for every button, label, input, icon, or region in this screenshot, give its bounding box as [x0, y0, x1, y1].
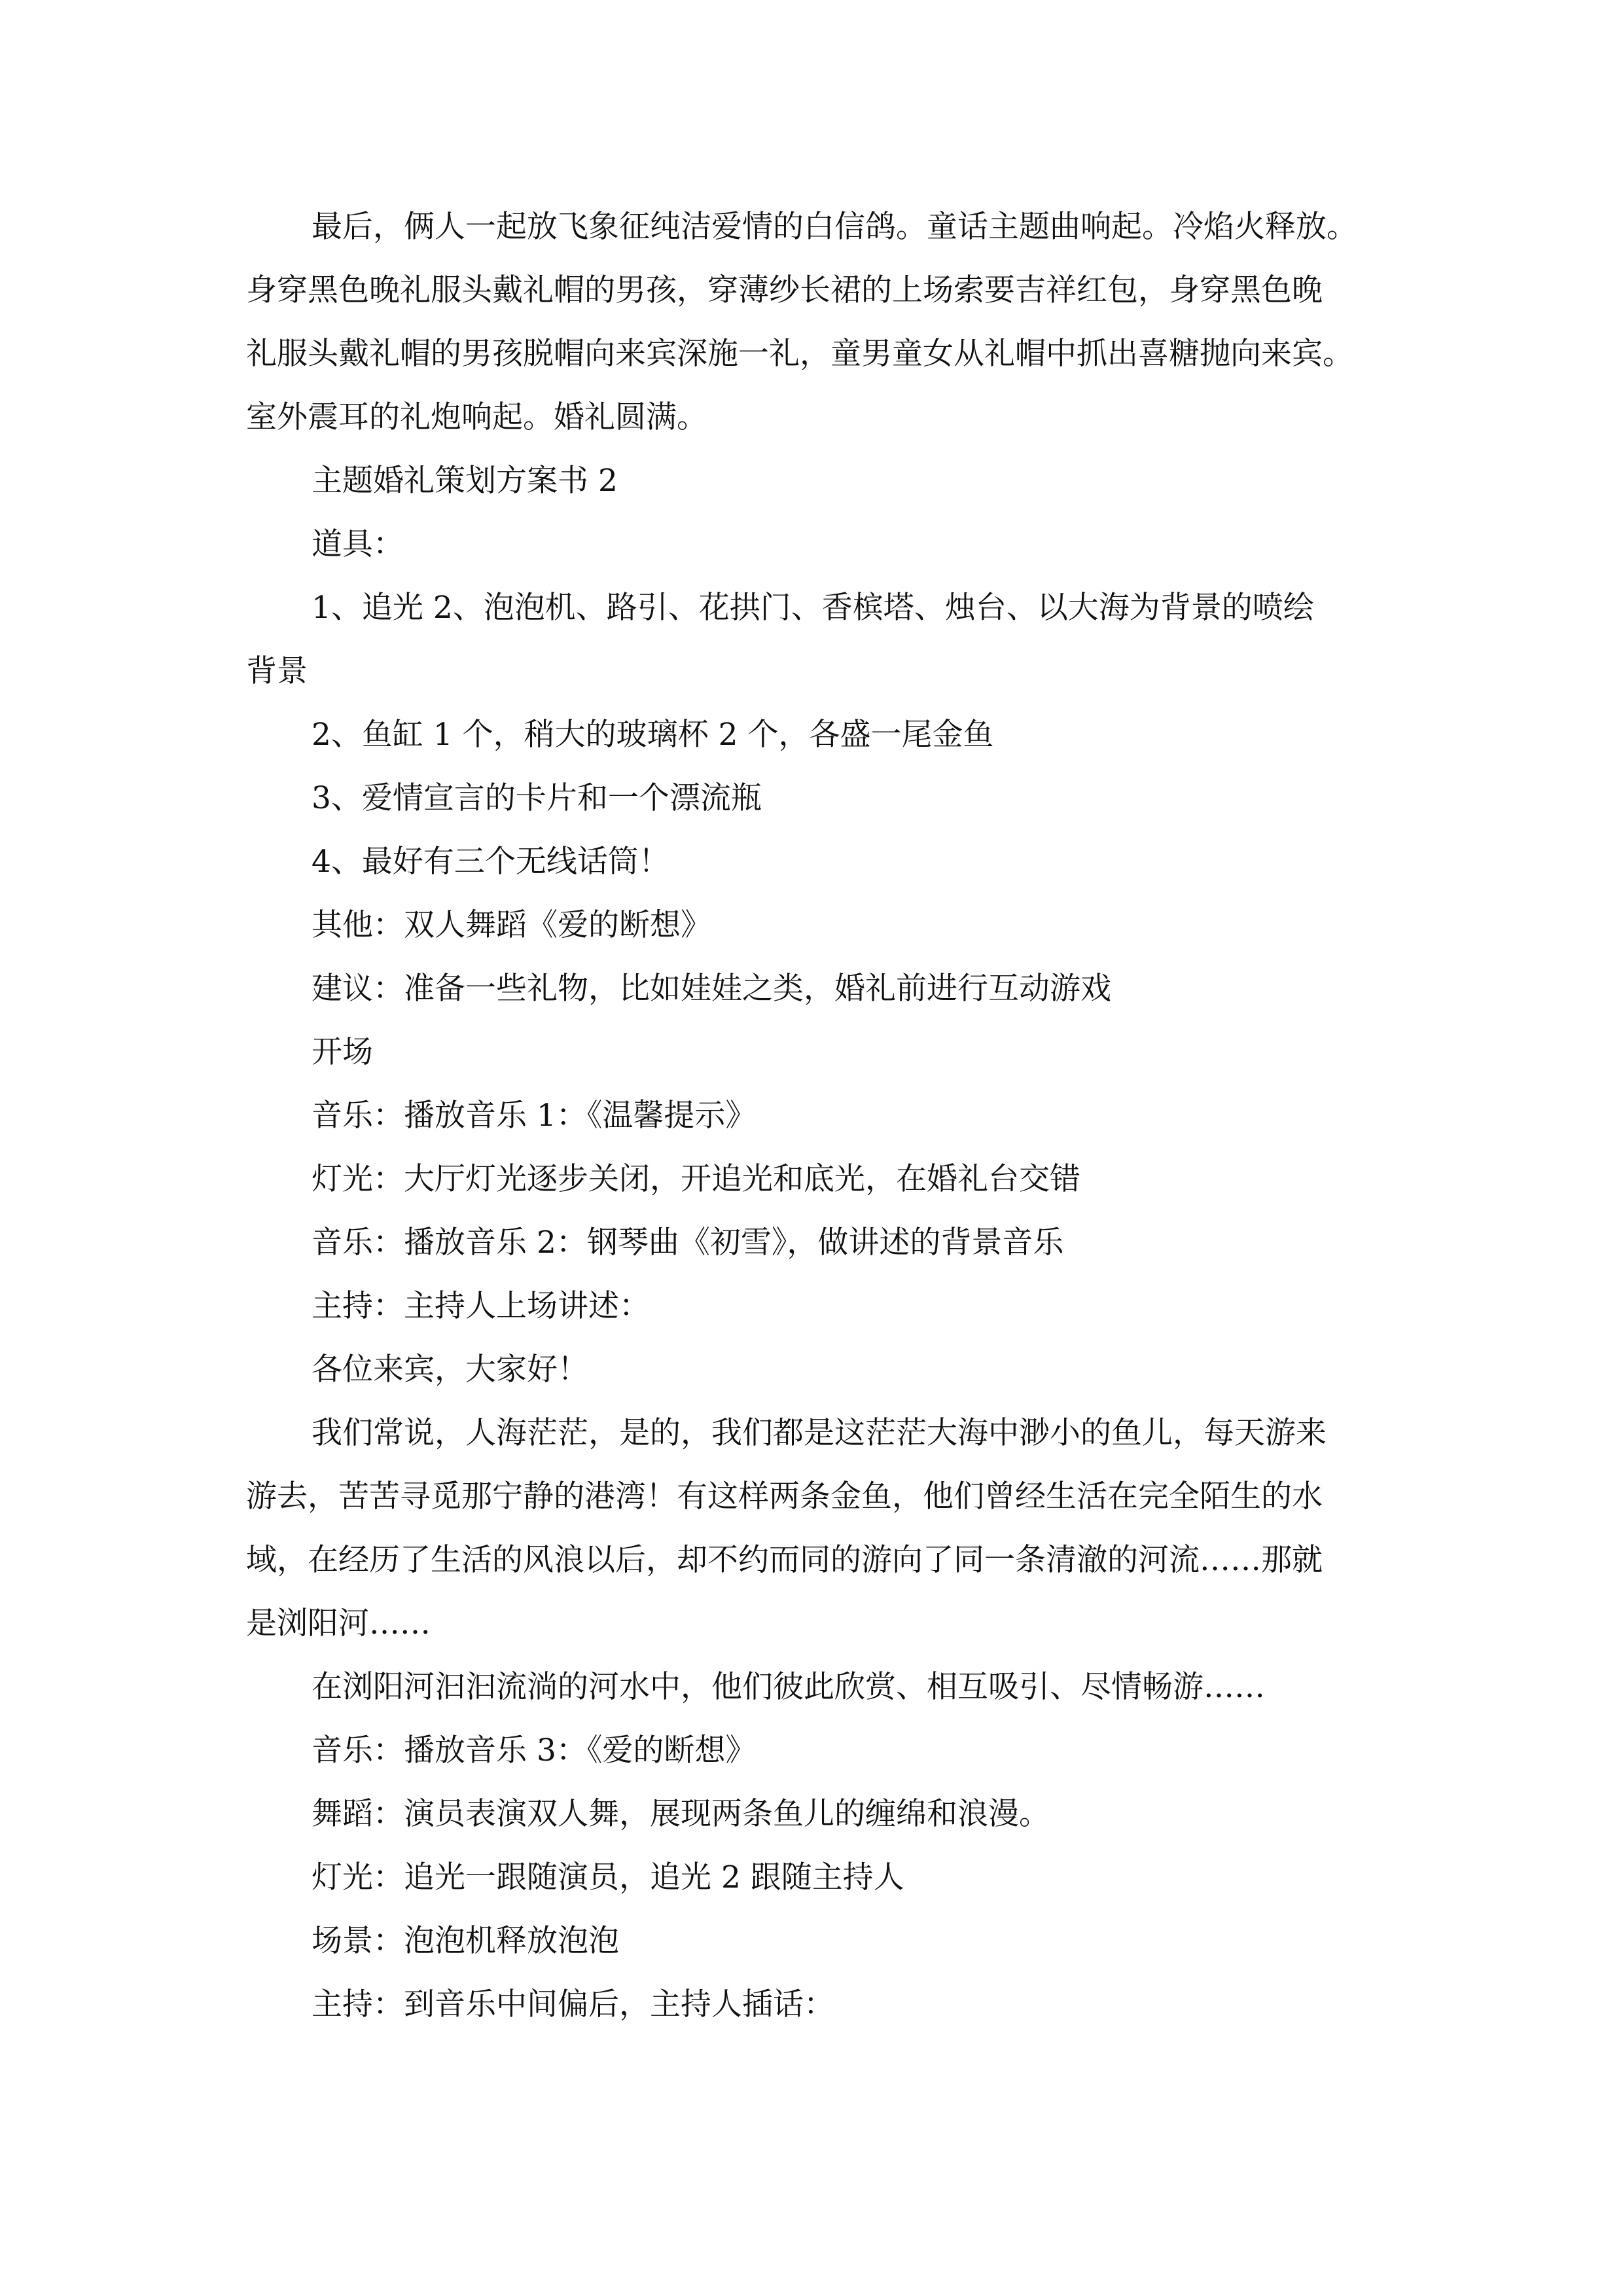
text-line: 室外震耳的礼炮响起。婚礼圆满。 — [246, 399, 707, 435]
text-line: 礼服头戴礼帽的男孩脱帽向来宾深施一礼，童男童女从礼帽中抓出喜糖抛向来宾。 — [246, 336, 1353, 372]
text-line: 我们常说，人海茫茫，是的，我们都是这茫茫大海中渺小的鱼儿，每天游来 — [312, 1415, 1327, 1451]
text-line: 背景 — [246, 653, 308, 689]
paragraph — [246, 449, 1431, 512]
text-line: 是浏阳河…… — [246, 1605, 431, 1641]
paragraph — [246, 1147, 1431, 1211]
text-line: 身穿黑色晚礼服头戴礼帽的男孩，穿薄纱长裙的上场索要吉祥红包，身穿黑色晚 — [246, 272, 1323, 308]
text-line: 在浏阳河汩汩流淌的河水中，他们彼此欣赏、相互吸引、尽情畅游…… — [312, 1669, 1265, 1705]
text-line: 其他：双人舞蹈《爱的断想》 — [312, 907, 711, 943]
paragraph — [246, 1909, 1431, 1973]
text-line: 音乐：播放音乐 1：《温馨提示》 — [312, 1098, 757, 1134]
paragraph — [246, 957, 1431, 1020]
text-line: 主题婚礼策划方案书 2 — [312, 463, 618, 499]
paragraph — [246, 1020, 1431, 1084]
text-line: 游去，苦苦寻觅那宁静的港湾！有这样两条金鱼，他们曾经生活在完全陌生的水 — [246, 1479, 1323, 1515]
paragraph — [246, 703, 1431, 766]
paragraph — [246, 512, 1431, 576]
paragraph — [246, 1655, 1431, 1719]
text-line: 舞蹈：演员表演双人舞，展现两条鱼儿的缠绵和浪漫。 — [312, 1796, 1050, 1832]
text-line: 1、追光 2、泡泡机、路引、花拱门、香槟塔、烛台、以大海为背景的喷绘 — [312, 590, 1314, 626]
paragraph — [246, 1782, 1431, 1846]
text-line: 场景：泡泡机释放泡泡 — [312, 1923, 619, 1959]
text-line: 音乐：播放音乐 2：钢琴曲《初雪》，做讲述的背景音乐 — [312, 1225, 1064, 1261]
text-line: 主持：到音乐中间偏后，主持人插话： — [312, 1986, 834, 2022]
paragraph — [246, 893, 1431, 957]
paragraph — [246, 1401, 1431, 1655]
text-line: 最后，俩人一起放飞象征纯洁爱情的白信鸽。童话主题曲响起。冷焰火释放。 — [312, 209, 1357, 245]
document-body — [246, 195, 1431, 2036]
text-line: 音乐：播放音乐 3：《爱的断想》 — [312, 1732, 757, 1768]
text-line: 道具： — [312, 526, 404, 562]
paragraph — [246, 1084, 1431, 1147]
paragraph — [246, 1211, 1431, 1274]
paragraph — [246, 195, 1431, 449]
paragraph — [246, 1719, 1431, 1782]
paragraph — [246, 1846, 1431, 1909]
text-line: 建议：准备一些礼物，比如娃娃之类，婚礼前进行互动游戏 — [312, 971, 1111, 1007]
text-line: 灯光：大厅灯光逐步关闭，开追光和底光，在婚礼台交错 — [312, 1161, 1080, 1197]
paragraph — [246, 576, 1431, 703]
paragraph — [246, 830, 1431, 893]
text-line: 3、爱情宣言的卡片和一个漂流瓶 — [312, 780, 762, 816]
text-line: 各位来宾，大家好！ — [312, 1352, 588, 1388]
paragraph — [246, 766, 1431, 830]
text-line: 开场 — [312, 1034, 373, 1070]
text-line: 2、鱼缸 1 个，稍大的玻璃杯 2 个，各盛一尾金鱼 — [312, 717, 994, 753]
paragraph — [246, 1973, 1431, 2036]
text-line: 4、最好有三个无线话筒！ — [312, 844, 669, 880]
paragraph — [246, 1338, 1431, 1401]
text-line: 主持：主持人上场讲述： — [312, 1288, 650, 1324]
text-line: 灯光：追光一跟随演员，追光 2 跟随主持人 — [312, 1859, 904, 1895]
paragraph — [246, 1274, 1431, 1338]
text-line: 域，在经历了生活的风浪以后，却不约而同的游向了同一条清澈的河流……那就 — [246, 1542, 1323, 1578]
